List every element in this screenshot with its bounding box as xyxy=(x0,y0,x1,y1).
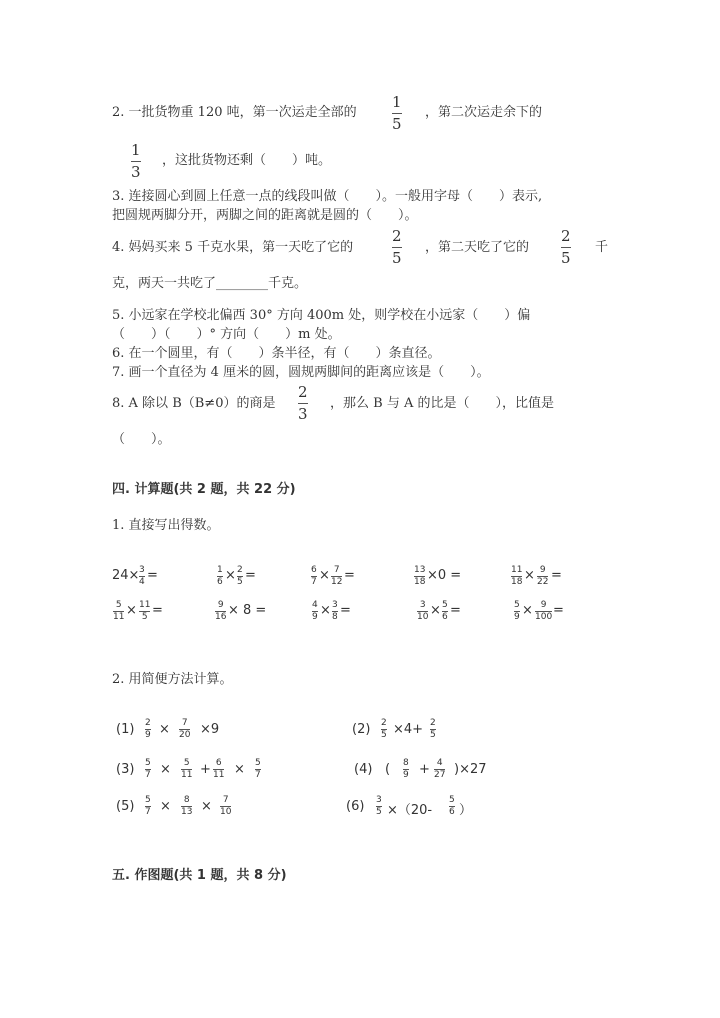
q4-line2: 克，两天一共吃了________千克。 xyxy=(112,276,308,291)
q3-line1: 3. 连接圆心到圆上任意一点的线段叫做（ ）。一般用字母（ ）表示, xyxy=(112,189,543,204)
direct-r1c5-frac2: 9 22 xyxy=(537,565,549,587)
q8-line2: （ ）。 xyxy=(112,432,171,447)
q2-fraction-a: 1 5 xyxy=(392,93,402,133)
direct-r2c5-eq: = xyxy=(553,603,564,618)
simple-p3-op2: + xyxy=(200,762,211,777)
q5-line1: 5. 小远家在学校北偏西 30° 方向 400m 处，则学校在小远家（ ）偏 xyxy=(112,308,531,323)
section4-q2-title: 2. 用简便方法计算。 xyxy=(112,672,233,687)
direct-r2c2-post: × 8 = xyxy=(228,603,267,618)
direct-r2c4-frac1: 3 10 xyxy=(417,600,429,622)
simple-p3-op3: × xyxy=(234,762,245,777)
direct-r2c1-frac2: 11 5 xyxy=(139,600,151,622)
direct-r2c2-frac1: 9 16 xyxy=(215,600,227,622)
direct-r1c5-op: × xyxy=(524,568,535,583)
section4-q1-title: 1. 直接写出得数。 xyxy=(112,518,220,533)
q8-fraction: 2 3 xyxy=(298,383,308,423)
q6-text: 6. 在一个圆里，有（ ）条半径，有（ ）条直径。 xyxy=(112,346,441,361)
direct-r2c4-eq: = xyxy=(450,603,461,618)
direct-r1c2-frac1: 1 6 xyxy=(217,565,223,587)
simple-p2-label: (2) xyxy=(352,722,371,737)
simple-p1-label: (1) xyxy=(116,722,135,737)
direct-r1c3-op: × xyxy=(319,568,330,583)
direct-r2c3-eq: = xyxy=(340,603,351,618)
q2-fraction-b: 1 3 xyxy=(131,141,141,181)
direct-r2c4-frac2: 5 6 xyxy=(442,600,448,622)
simple-p3-frac4: 5 7 xyxy=(255,758,261,780)
direct-r2c5-op: × xyxy=(522,603,533,618)
direct-r1c4-frac1: 13 18 xyxy=(414,565,426,587)
simple-p3-frac3: 6 11 xyxy=(213,758,225,780)
direct-r1c5-frac1: 11 18 xyxy=(511,565,523,587)
simple-p1-tail: ×9 xyxy=(200,722,220,737)
q5-line2: （ ）（ ）° 方向（ ）m 处。 xyxy=(112,327,341,342)
direct-r1c1-pre: 24× xyxy=(112,568,140,583)
direct-r1c3-eq: = xyxy=(344,568,355,583)
direct-r1c4-post: ×0 = xyxy=(427,568,462,583)
simple-p1-frac2: 7 20 xyxy=(179,718,191,740)
simple-p5-frac2: 8 13 xyxy=(181,795,193,817)
simple-p3-label: (3) xyxy=(116,762,135,777)
q3-line2: 把圆规两脚分开，两脚之间的距离就是圆的（ ）。 xyxy=(112,208,418,223)
simple-p5-op1: × xyxy=(160,799,171,814)
direct-r2c3-frac2: 3 8 xyxy=(332,600,338,622)
simple-p6-frac2: 5 6 xyxy=(449,795,455,817)
direct-r2c3-op: × xyxy=(320,603,331,618)
section4-title: 四. 计算题(共 2 题，共 22 分) xyxy=(112,482,296,497)
simple-p2-frac1: 2 5 xyxy=(381,718,387,740)
direct-r2c1-op: × xyxy=(126,603,137,618)
q7-text: 7. 画一个直径为 4 厘米的圆，圆规两脚间的距离应该是（ ）。 xyxy=(112,365,490,380)
simple-p6-frac1: 3 5 xyxy=(376,795,382,817)
simple-p5-op2: × xyxy=(201,799,212,814)
direct-r1c3-frac1: 6 7 xyxy=(311,565,317,587)
simple-p4-frac1: 8 9 xyxy=(403,758,409,780)
q2-text-b: ，第二次运走余下的 xyxy=(425,105,543,120)
direct-r1c2-op: × xyxy=(225,568,236,583)
q4-text-a: 4. 妈妈买来 5 千克水果，第一天吃了它的 xyxy=(112,240,354,255)
simple-p4-label: (4) xyxy=(354,762,373,777)
simple-p4-tail: )×27 xyxy=(454,762,487,777)
simple-p5-frac3: 7 10 xyxy=(220,795,232,817)
simple-p5-label: (5) xyxy=(116,799,135,814)
direct-r1c1-frac: 3 4 xyxy=(139,565,145,587)
simple-p4-op1: + xyxy=(419,762,430,777)
simple-p3-frac2: 5 11 xyxy=(181,758,193,780)
simple-p6-tail: ） xyxy=(459,803,473,818)
simple-p4-frac2: 4 27 xyxy=(434,758,446,780)
q8-text-b: ，那么 B 与 A 的比是（ ），比值是 xyxy=(330,396,554,411)
direct-r1c2-eq: = xyxy=(245,568,256,583)
simple-p2-mid: ×4+ xyxy=(393,722,424,737)
q4-text-c: 千 xyxy=(595,240,609,255)
q4-fraction-a: 2 5 xyxy=(392,227,402,267)
simple-p5-frac1: 5 7 xyxy=(145,795,151,817)
section5-title: 五. 作图题(共 1 题，共 8 分) xyxy=(112,868,287,883)
direct-r1c3-frac2: 7 12 xyxy=(331,565,343,587)
simple-p3-frac1: 5 7 xyxy=(145,758,151,780)
simple-p4-open: ( xyxy=(385,762,391,777)
q4-text-b: ，第二天吃了它的 xyxy=(425,240,530,255)
simple-p3-op1: × xyxy=(160,762,171,777)
direct-r1c5-eq: = xyxy=(551,568,562,583)
simple-p1-op1: × xyxy=(159,722,170,737)
q8-text-a: 8. A 除以 B（B≠0）的商是 xyxy=(112,396,276,411)
direct-r2c1-frac1: 5 11 xyxy=(113,600,125,622)
simple-p1-frac1: 2 9 xyxy=(145,718,151,740)
q2-text-a: 2. 一批货物重 120 吨，第一次运走全部的 xyxy=(112,105,357,120)
direct-r2c5-frac2: 9 100 xyxy=(535,600,553,622)
q4-fraction-b: 2 5 xyxy=(561,227,571,267)
simple-p6-mid: ×（20- xyxy=(387,803,433,818)
direct-r1c2-frac2: 2 5 xyxy=(237,565,243,587)
q2-text-c: ，这批货物还剩（ ）吨。 xyxy=(162,153,332,168)
direct-r1c1-eq: = xyxy=(147,568,158,583)
simple-p6-label: (6) xyxy=(346,799,365,814)
direct-r2c4-op: × xyxy=(430,603,441,618)
direct-r2c5-frac1: 5 9 xyxy=(514,600,520,622)
direct-r2c1-eq: = xyxy=(152,603,163,618)
simple-p2-frac2: 2 5 xyxy=(430,718,436,740)
direct-r2c3-frac1: 4 9 xyxy=(312,600,318,622)
